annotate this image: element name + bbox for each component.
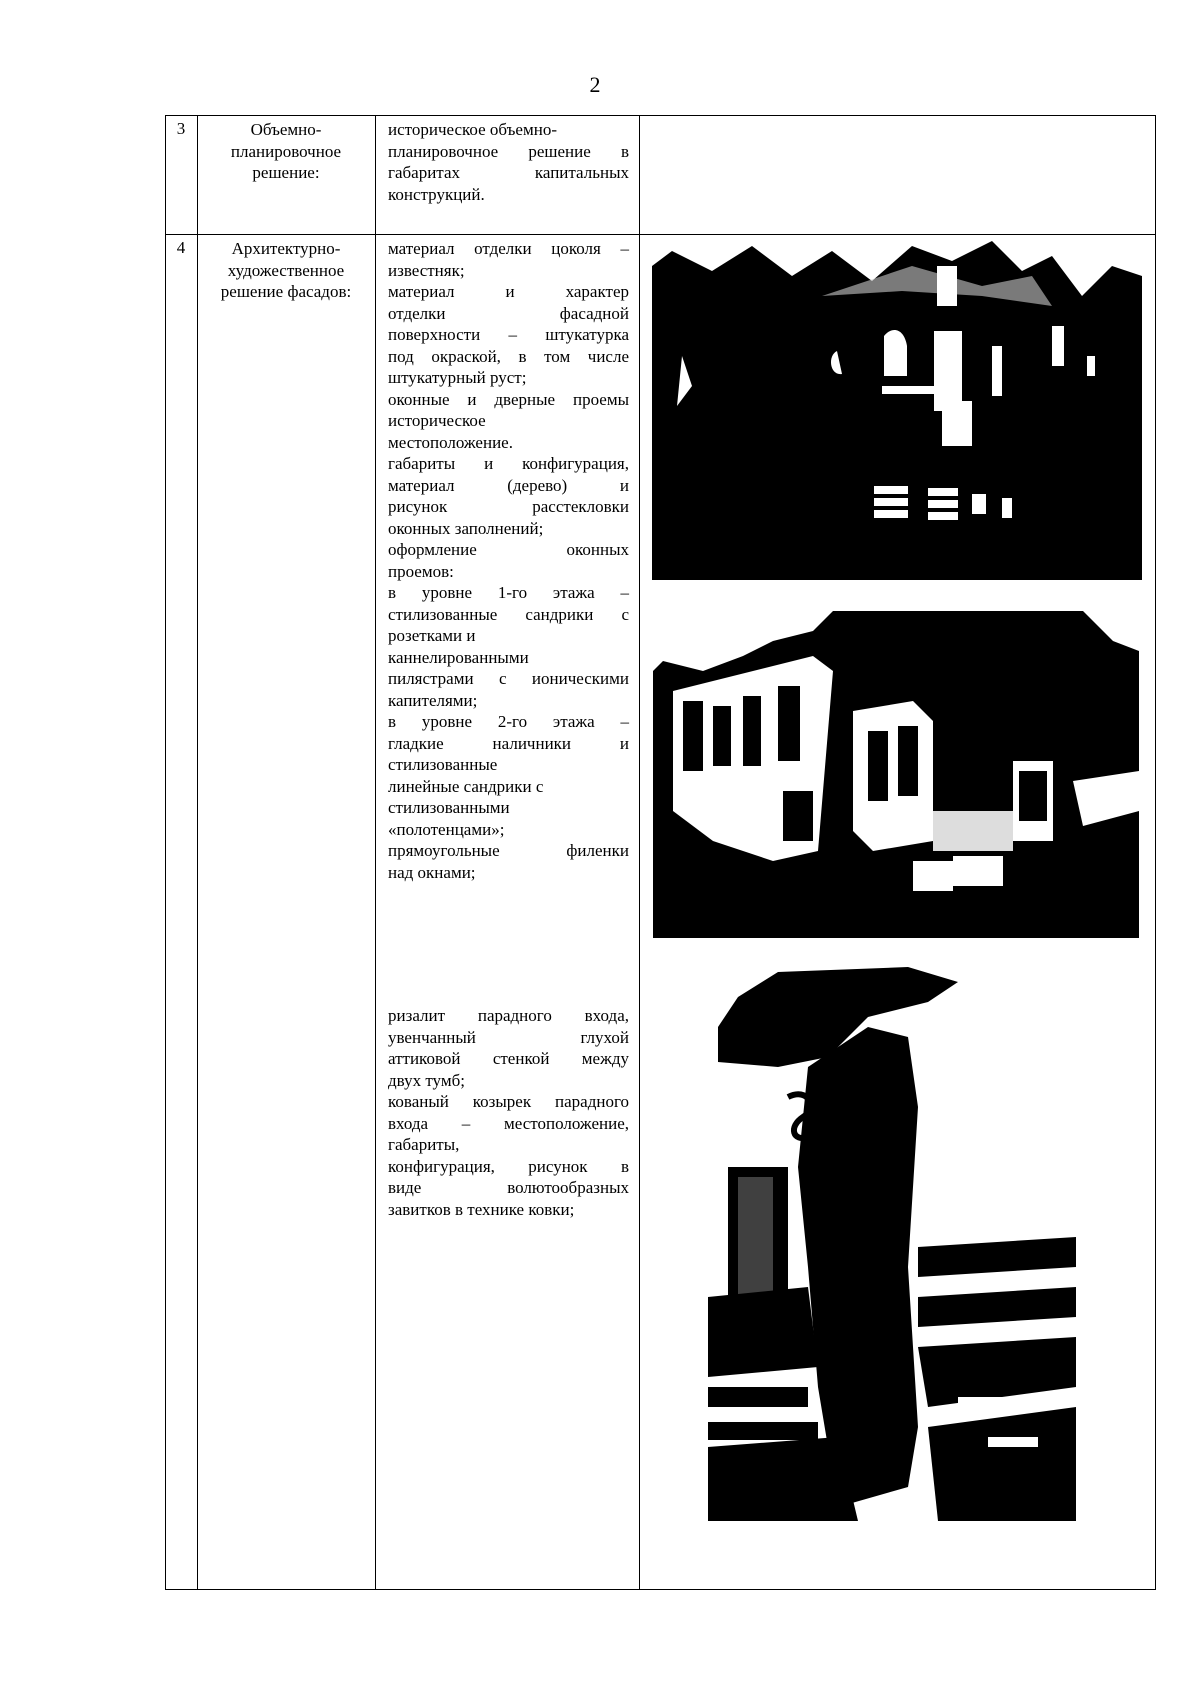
description-line: виде волютообразных [388,1178,629,1197]
description-line: увенчанный глухой [388,1027,629,1047]
description-line: оконные и дверные проемы [388,389,629,409]
photo-image [708,967,1076,1521]
row-title-line: Архитектурно- [231,239,341,258]
description-line: кованый козырек парадного [388,1092,629,1111]
description-line: розетками и [388,626,476,645]
col-divider-1 [197,115,198,1590]
description-line: историческое [388,411,486,430]
description-line: прямоугольные филенки [388,841,629,860]
building-facade-photo-2 [653,611,1139,938]
description-line: завитков в технике ковки; [388,1199,575,1219]
description-line: пилястрами с ионическими [388,669,629,688]
description-line: каннелированными [388,647,529,667]
description-line: материал и характер [388,282,629,301]
table-top-border [165,115,1156,116]
row-divider [165,234,1156,235]
description-line: планировочное решение в [388,141,629,161]
page-number: 2 [589,72,601,97]
row-number: 3 [176,119,186,138]
description-line: линейные сандрики с [388,776,544,796]
row-title-line: решение: [252,163,320,182]
description-line: капителями; [388,690,478,710]
building-facade-photo-1 [652,236,1142,580]
description-line: штукатурный руст; [388,368,527,387]
description-line: двух тумб; [388,1070,465,1090]
description-line: проемов: [388,561,454,581]
description-line: материал отделки цоколя – [388,239,629,258]
description-line: стилизованными [388,798,510,817]
row-title-line: художественное [227,260,345,280]
row-title-line: решение фасадов: [220,282,352,301]
photo-image [652,236,1142,580]
description-line: габариты и конфигурация, [388,454,629,473]
description-line: габариты, [388,1135,460,1154]
description-line: под окраской, в том числе [388,346,629,366]
description-line: в уровне 2-го этажа – [388,712,629,731]
col-divider-2 [375,115,376,1590]
photo-image [653,611,1139,938]
table-left-border [165,115,166,1590]
row-title [200,238,372,303]
description-line: материал (дерево) и [388,475,629,495]
description-line: конфигурация, рисунок в [388,1156,629,1176]
row-title [200,119,372,184]
col-divider-3 [639,115,640,1590]
description-line: стилизованные сандрики с [388,604,629,624]
row-title-line: Объемно- [250,120,322,139]
description-line: входа – местоположение, [388,1113,629,1133]
description-line: ризалит парадного входа, [388,1006,629,1025]
description-line: оформление оконных [388,540,629,559]
description-line: местоположение. [388,432,513,452]
row-number: 4 [176,238,186,257]
row-title-line: планировочное [230,141,342,161]
description-line: аттиковой стенкой между [388,1049,629,1068]
description-line: в уровне 1-го этажа – [388,583,629,602]
description-line: стилизованные [388,755,498,774]
description-line: гладкие наличники и [388,733,629,753]
table-right-border [1155,115,1156,1590]
row-description [388,238,629,883]
description-line: рисунок расстекловки [388,497,629,516]
entrance-canopy-photo [708,967,1076,1521]
description-line: историческое объемно- [388,120,557,139]
description-line: над окнами; [388,862,476,882]
description-line: «полотенцами»; [388,819,505,839]
description-line: габаритах капитальных [388,163,629,182]
description-line: поверхности – штукатурка [388,325,629,344]
description-line: конструкций. [388,184,485,204]
description-line: известняк; [388,260,465,280]
description-line: оконных заполнений; [388,518,544,538]
description-line: отделки фасадной [388,303,629,323]
row-description-continued [388,1005,629,1220]
table-bottom-border [165,1589,1156,1590]
row-description [388,119,629,205]
